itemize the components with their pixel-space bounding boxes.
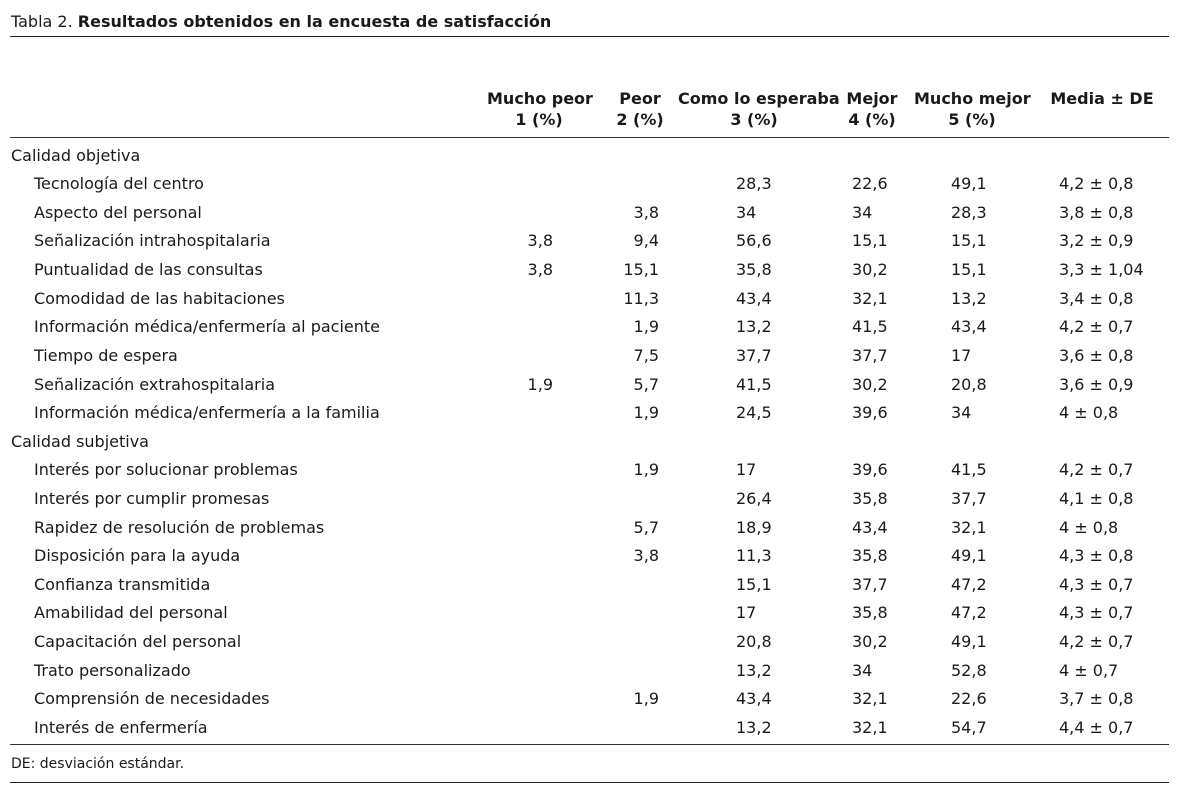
cell-mucho-mejor: 47,2 (951, 575, 987, 594)
table-row (0, 545, 1177, 573)
cell-como-esperaba: 13,2 (736, 317, 772, 336)
table-caption (11, 11, 551, 33)
cell-peor: 5,7 (633, 518, 659, 537)
row-label: Interés por cumplir promesas (34, 489, 270, 508)
cell-como-esperaba: 35,8 (736, 260, 772, 279)
cell-como-esperaba: 17 (736, 460, 757, 479)
header-col-3: Como lo esperaba 3 (%) (678, 89, 840, 129)
row-label: Amabilidad del personal (34, 603, 228, 622)
table-row (0, 660, 1177, 688)
cell-mejor: 30,2 (852, 260, 888, 279)
cell-mejor: 41,5 (852, 317, 888, 336)
cell-como-esperaba: 17 (736, 603, 757, 622)
table-row (0, 459, 1177, 487)
cell-mejor: 35,8 (852, 489, 888, 508)
cell-mejor: 32,1 (852, 718, 888, 737)
table-row (0, 517, 1177, 545)
cell-mucho-mejor: 15,1 (951, 260, 987, 279)
section-title-objetiva: Calidad objetiva (11, 146, 141, 165)
cell-media-de: 4,1 ± 0,8 (1059, 489, 1134, 508)
cell-como-esperaba: 43,4 (736, 689, 772, 708)
cell-mucho-mejor: 32,1 (951, 518, 987, 537)
header-col-mean: Media ± DE (1050, 89, 1154, 108)
cell-mejor: 34 (852, 203, 873, 222)
row-label: Rapidez de resolución de problemas (34, 518, 325, 537)
row-label: Interés de enfermería (34, 718, 208, 737)
cell-media-de: 4,2 ± 0,7 (1059, 460, 1134, 479)
cell-media-de: 3,2 ± 0,9 (1059, 231, 1134, 250)
cell-media-de: 3,4 ± 0,8 (1059, 289, 1134, 308)
cell-mejor: 39,6 (852, 403, 888, 422)
table-row (0, 402, 1177, 430)
row-label: Comodidad de las habitaciones (34, 289, 285, 308)
table-row (0, 631, 1177, 659)
row-label: Aspecto del personal (34, 203, 202, 222)
row-label: Tiempo de espera (34, 346, 178, 365)
table-row (0, 688, 1177, 716)
table-row (0, 259, 1177, 287)
top-rule (10, 36, 1169, 37)
cell-mucho-mejor: 54,7 (951, 718, 987, 737)
cell-mejor: 30,2 (852, 632, 888, 651)
cell-como-esperaba: 37,7 (736, 346, 772, 365)
cell-mucho-mejor: 17 (951, 346, 972, 365)
cell-peor: 1,9 (633, 403, 659, 422)
table-row (0, 316, 1177, 344)
table-row (0, 173, 1177, 201)
caption-title: Resultados obtenidos en la encuesta de satisfacción (77, 12, 552, 31)
cell-como-esperaba: 24,5 (736, 403, 772, 422)
table-row (0, 345, 1177, 373)
cell-como-esperaba: 11,3 (736, 546, 772, 565)
table-row (0, 574, 1177, 602)
cell-como-esperaba: 13,2 (736, 718, 772, 737)
cell-media-de: 3,6 ± 0,9 (1059, 375, 1134, 394)
cell-mucho-peor: 1,9 (527, 375, 553, 394)
cell-como-esperaba: 26,4 (736, 489, 772, 508)
row-label: Interés por solucionar problemas (34, 460, 298, 479)
cell-media-de: 4,2 ± 0,8 (1059, 174, 1134, 193)
cell-peor: 5,7 (633, 375, 659, 394)
cell-peor: 3,8 (633, 546, 659, 565)
cell-media-de: 4 ± 0,7 (1059, 661, 1119, 680)
cell-media-de: 4,3 ± 0,8 (1059, 546, 1134, 565)
cell-peor: 3,8 (633, 203, 659, 222)
cell-mucho-mejor: 49,1 (951, 632, 987, 651)
cell-como-esperaba: 41,5 (736, 375, 772, 394)
cell-media-de: 4 ± 0,8 (1059, 403, 1119, 422)
header-col-1: Mucho peor 1 (%) (487, 89, 593, 129)
cell-mejor: 32,1 (852, 289, 888, 308)
cell-como-esperaba: 28,3 (736, 174, 772, 193)
cell-mucho-mejor: 28,3 (951, 203, 987, 222)
cell-mucho-mejor: 13,2 (951, 289, 987, 308)
cell-como-esperaba: 20,8 (736, 632, 772, 651)
cell-mucho-mejor: 20,8 (951, 375, 987, 394)
cell-mejor: 37,7 (852, 575, 888, 594)
table-row (0, 288, 1177, 316)
cell-mejor: 15,1 (852, 231, 888, 250)
cell-mucho-mejor: 22,6 (951, 689, 987, 708)
table-row (0, 202, 1177, 230)
cell-peor: 1,9 (633, 689, 659, 708)
cell-peor: 15,1 (623, 260, 659, 279)
caption-label: Tabla 2. (11, 12, 73, 31)
cell-como-esperaba: 56,6 (736, 231, 772, 250)
cell-mejor: 43,4 (852, 518, 888, 537)
section-title-subjetiva: Calidad subjetiva (11, 432, 149, 451)
cell-mucho-mejor: 34 (951, 403, 972, 422)
row-label: Trato personalizado (34, 661, 191, 680)
header-col-2: Peor 2 (%) (616, 89, 664, 129)
row-label: Capacitación del personal (34, 632, 242, 651)
header-rule (10, 137, 1169, 138)
cell-como-esperaba: 13,2 (736, 661, 772, 680)
cell-media-de: 4,3 ± 0,7 (1059, 603, 1134, 622)
table-footnote: DE: desviación estándar. (11, 756, 185, 772)
header-col-4: Mejor 4 (%) (846, 89, 898, 129)
cell-mucho-mejor: 49,1 (951, 174, 987, 193)
row-label: Disposición para la ayuda (34, 546, 241, 565)
cell-mucho-mejor: 15,1 (951, 231, 987, 250)
cell-media-de: 4,2 ± 0,7 (1059, 317, 1134, 336)
cell-mejor: 22,6 (852, 174, 888, 193)
row-label: Confianza transmitida (34, 575, 211, 594)
table-row (0, 488, 1177, 516)
cell-media-de: 4,4 ± 0,7 (1059, 718, 1134, 737)
table-row (0, 230, 1177, 258)
table-row (0, 602, 1177, 630)
cell-peor: 11,3 (623, 289, 659, 308)
row-label: Señalización extrahospitalaria (34, 375, 276, 394)
cell-como-esperaba: 18,9 (736, 518, 772, 537)
cell-mucho-mejor: 49,1 (951, 546, 987, 565)
cell-media-de: 4,3 ± 0,7 (1059, 575, 1134, 594)
cell-peor: 7,5 (633, 346, 659, 365)
cell-peor: 1,9 (633, 317, 659, 336)
cell-mejor: 37,7 (852, 346, 888, 365)
row-label: Tecnología del centro (34, 174, 204, 193)
header-col-5: Mucho mejor 5 (%) (914, 89, 1031, 129)
cell-mucho-mejor: 52,8 (951, 661, 987, 680)
row-label: Señalización intrahospitalaria (34, 231, 271, 250)
cell-peor: 9,4 (633, 231, 659, 250)
cell-mucho-mejor: 37,7 (951, 489, 987, 508)
row-label: Puntualidad de las consultas (34, 260, 263, 279)
table-bottom-rule (10, 744, 1169, 745)
bottom-rule (10, 782, 1169, 783)
cell-mucho-mejor: 41,5 (951, 460, 987, 479)
row-label: Información médica/enfermería a la familia (34, 403, 380, 422)
row-label: Información médica/enfermería al paciente (34, 317, 380, 336)
cell-media-de: 4 ± 0,8 (1059, 518, 1119, 537)
cell-media-de: 3,7 ± 0,8 (1059, 689, 1134, 708)
table-row (0, 374, 1177, 402)
cell-mejor: 35,8 (852, 546, 888, 565)
cell-mejor: 34 (852, 661, 873, 680)
cell-mejor: 35,8 (852, 603, 888, 622)
cell-mejor: 32,1 (852, 689, 888, 708)
cell-mucho-mejor: 43,4 (951, 317, 987, 336)
row-label: Comprensión de necesidades (34, 689, 270, 708)
cell-mejor: 30,2 (852, 375, 888, 394)
cell-media-de: 3,8 ± 0,8 (1059, 203, 1134, 222)
cell-mucho-mejor: 47,2 (951, 603, 987, 622)
cell-media-de: 3,3 ± 1,04 (1059, 260, 1144, 279)
cell-media-de: 4,2 ± 0,7 (1059, 632, 1134, 651)
cell-como-esperaba: 34 (736, 203, 757, 222)
cell-como-esperaba: 15,1 (736, 575, 772, 594)
cell-media-de: 3,6 ± 0,8 (1059, 346, 1134, 365)
cell-como-esperaba: 43,4 (736, 289, 772, 308)
table-row (0, 717, 1177, 745)
cell-mejor: 39,6 (852, 460, 888, 479)
cell-mucho-peor: 3,8 (527, 260, 553, 279)
cell-mucho-peor: 3,8 (527, 231, 553, 250)
cell-peor: 1,9 (633, 460, 659, 479)
